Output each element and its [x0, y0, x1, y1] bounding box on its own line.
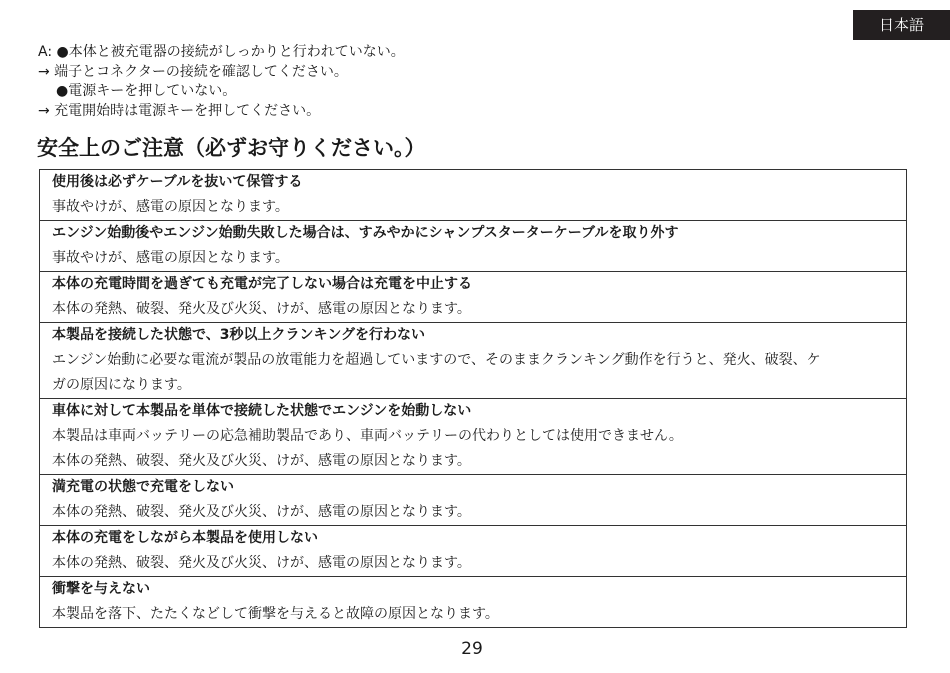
safety-item-title: エンジン始動後やエンジン始動失敗した場合は、すみやかにシャンプスターターケーブルを取り外す — [52, 225, 679, 241]
safety-item — [40, 170, 906, 220]
safety-item — [40, 271, 906, 322]
safety-item — [40, 525, 906, 576]
safety-item-title: 本製品を接続した状態で、3秒以上クランキングを行わない — [52, 327, 426, 343]
safety-item — [40, 220, 906, 271]
safety-item-text: 事故やけが、感電の原因となります。 — [52, 199, 289, 215]
answer-cause-line: ●電源キーを押していない。 — [56, 83, 237, 99]
safety-item-text: ガの原因になります。 — [52, 377, 191, 393]
answer-cause-line: A: ●本体と被充電器の接続がしっかりと行われていない。 — [38, 44, 405, 60]
safety-item-text: 本体の発熱、破裂、発火及び火災、けが、感電の原因となります。 — [52, 301, 471, 317]
safety-item-title: 車体に対して本製品を単体で接続した状態でエンジンを始動しない — [52, 403, 472, 419]
safety-item — [40, 322, 906, 398]
safety-item-text: 本製品は車両バッテリーの応急補助製品であり、車両バッテリーの代わりとしては使用できません。 — [52, 428, 683, 444]
safety-table — [39, 169, 907, 628]
safety-item-title: 満充電の状態で充電をしない — [52, 479, 234, 495]
page-number: 29 — [461, 639, 483, 659]
troubleshooting-answer — [38, 43, 405, 121]
safety-heading: 安全上のご注意（必ずお守りください。） — [37, 136, 426, 160]
safety-item-text: 本体の発熱、破裂、発火及び火災、けが、感電の原因となります。 — [52, 555, 471, 571]
safety-item-title: 本体の充電時間を過ぎても充電が完了しない場合は充電を中止する — [52, 276, 472, 292]
safety-item — [40, 576, 906, 627]
safety-item — [40, 474, 906, 525]
safety-item-title: 使用後は必ずケーブルを抜いて保管する — [52, 174, 303, 190]
safety-item-text: 本体の発熱、破裂、発火及び火災、けが、感電の原因となります。 — [52, 453, 471, 469]
safety-item-text: 事故やけが、感電の原因となります。 — [52, 250, 289, 266]
answer-remedy-line: → 端子とコネクターの接続を確認してください。 — [38, 63, 348, 80]
language-tab: 日本語 — [853, 10, 950, 40]
safety-item-text: 本体の発熱、破裂、発火及び火災、けが、感電の原因となります。 — [52, 504, 471, 520]
safety-item-text: 本製品を落下、たたくなどして衝撃を与えると故障の原因となります。 — [52, 606, 499, 622]
safety-item-text: エンジン始動に必要な電流が製品の放電能力を超過していますので、そのままクランキング動作を行うと、発火、破裂、ケ — [52, 352, 821, 368]
safety-item-title: 本体の充電をしながら本製品を使用しない — [52, 530, 318, 546]
answer-remedy-line: → 充電開始時は電源キーを押してください。 — [38, 102, 321, 119]
safety-item-title: 衝撃を与えない — [52, 581, 150, 597]
safety-item — [40, 398, 906, 474]
